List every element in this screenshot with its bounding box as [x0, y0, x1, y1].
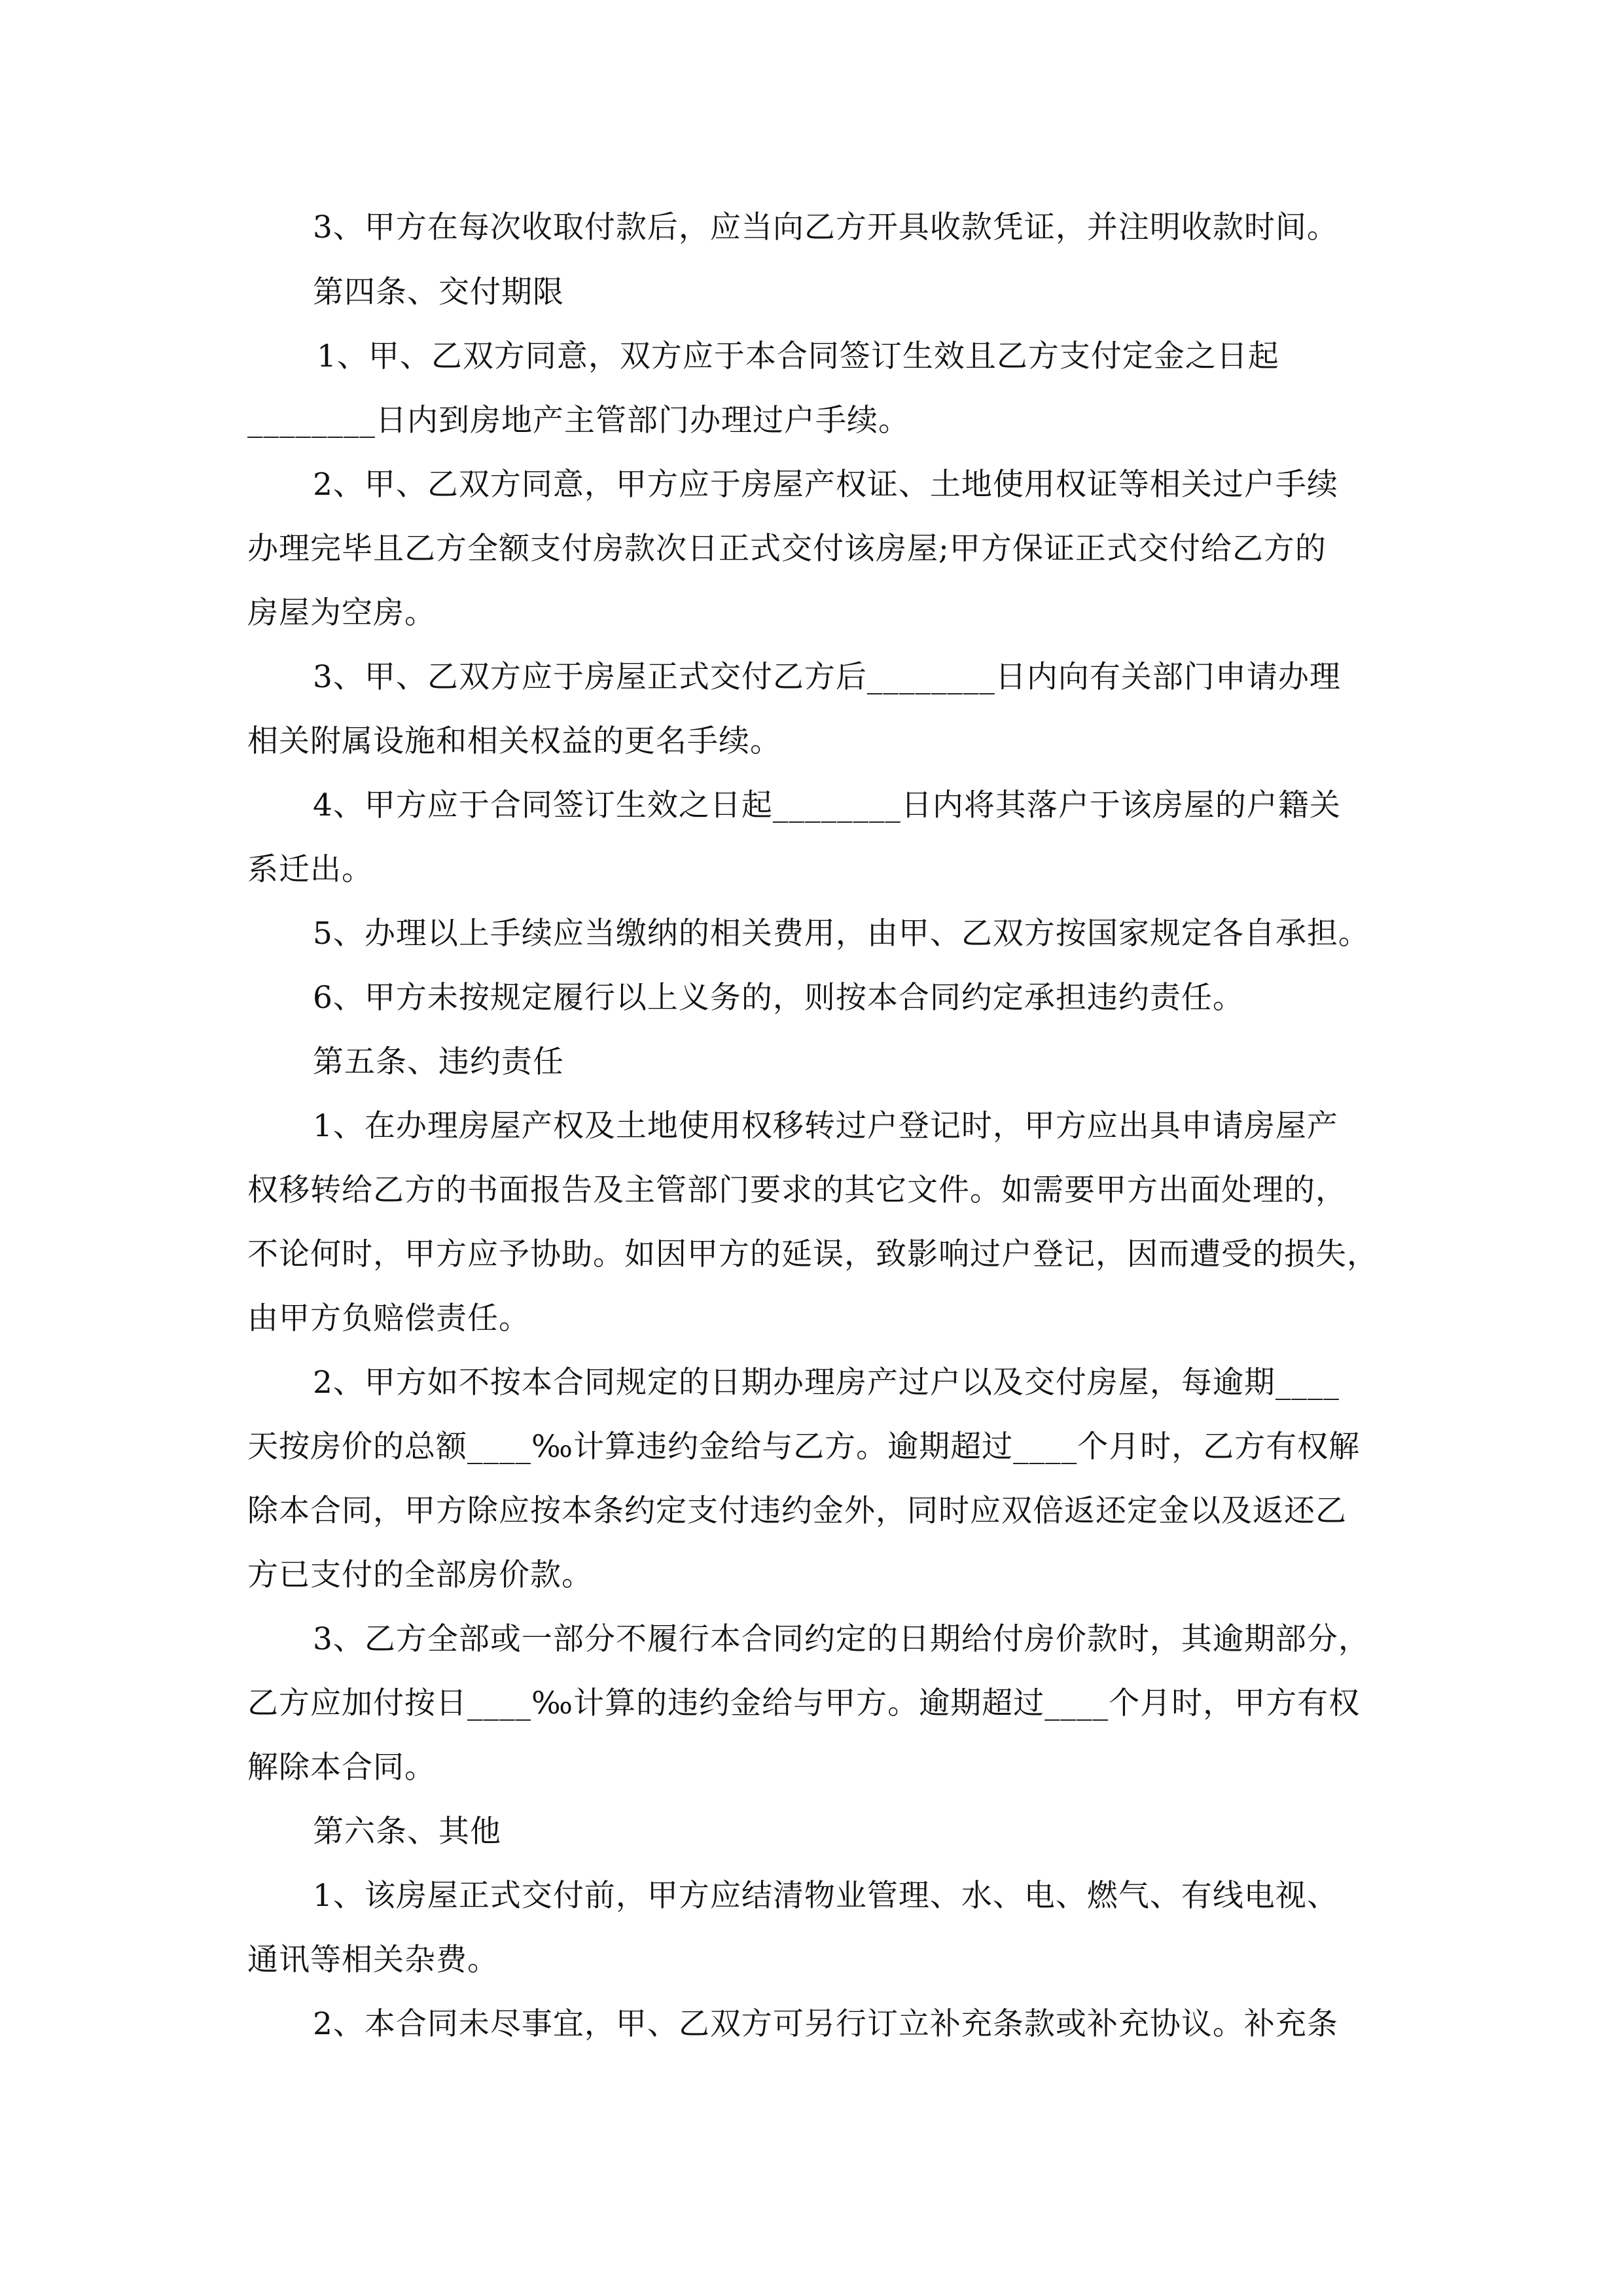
text-line: 系迁出。	[247, 852, 373, 888]
text-line: 乙方应加付按日____‰计算的违约金给与甲方。逾期超过____个月时，甲方有权	[247, 1685, 1361, 1721]
text-line: 3、甲方在每次收取付款后，应当向乙方开具收款凭证，并注明收款时间。	[313, 209, 1338, 245]
text-line: 1、该房屋正式交付前，甲方应结清物业管理、水、电、燃气、有线电视、	[313, 1878, 1338, 1914]
section-heading: 第五条、违约责任	[313, 1044, 564, 1080]
text-line: 由甲方负赔偿责任。	[247, 1300, 530, 1336]
section-heading: 第四条、交付期限	[313, 274, 564, 310]
text-line: ________日内到房地产主管部门办理过户手续。	[247, 403, 910, 439]
section-heading: 第六条、其他	[313, 1814, 501, 1850]
text-line: 2、甲、乙双方同意，甲方应于房屋产权证、土地使用权证等相关过户手续	[313, 467, 1338, 503]
text-line: 通讯等相关杂费。	[247, 1942, 499, 1978]
text-line: 解除本合同。	[247, 1749, 436, 1785]
text-line: 方已支付的全部房价款。	[247, 1557, 593, 1593]
text-line: 1、在办理房屋产权及土地使用权移转过户登记时，甲方应出具申请房屋产	[313, 1108, 1338, 1144]
text-line: 3、乙方全部或一部分不履行本合同约定的日期给付房价款时，其逾期部分，	[313, 1621, 1370, 1657]
text-line: 天按房价的总额____‰计算违约金给与乙方。逾期超过____个月时，乙方有权解	[247, 1429, 1361, 1465]
text-line: 2、本合同未尽事宜，甲、乙双方可另行订立补充条款或补充协议。补充条	[313, 2006, 1338, 2042]
text-line: 5、办理以上手续应当缴纳的相关费用，由甲、乙双方按国家规定各自承担。	[313, 916, 1370, 952]
text-line: 2、甲方如不按本合同规定的日期办理房产过户以及交付房屋，每逾期____	[313, 1365, 1340, 1401]
text-line: 不论何时，甲方应予协助。如因甲方的延误，致影响过户登记，因而遭受的损失，	[247, 1236, 1378, 1272]
text-line: 办理完毕且乙方全额支付房款次日正式交付该房屋;甲方保证正式交付给乙方的	[247, 531, 1327, 567]
text-line: 相关附属设施和相关权益的更名手续。	[247, 723, 781, 759]
text-line: 6、甲方未按规定履行以上义务的，则按本合同约定承担违约责任。	[313, 980, 1244, 1016]
text-line: 除本合同，甲方除应按本条约定支付违约金外，同时应双倍返还定金以及返还乙	[247, 1493, 1347, 1529]
text-line: 4、甲方应于合同签订生效之日起________日内将其落户于该房屋的户籍关	[313, 787, 1341, 823]
text-line: 权移转给乙方的书面报告及主管部门要求的其它文件。如需要甲方出面处理的，	[247, 1172, 1347, 1208]
text-line: 3、甲、乙双方应于房屋正式交付乙方后________日内向有关部门申请办理	[313, 659, 1341, 695]
text-line: 房屋为空房。	[247, 595, 436, 631]
text-line: 1、甲、乙双方同意，双方应于本合同签订生效且乙方支付定金之日起	[317, 338, 1279, 374]
